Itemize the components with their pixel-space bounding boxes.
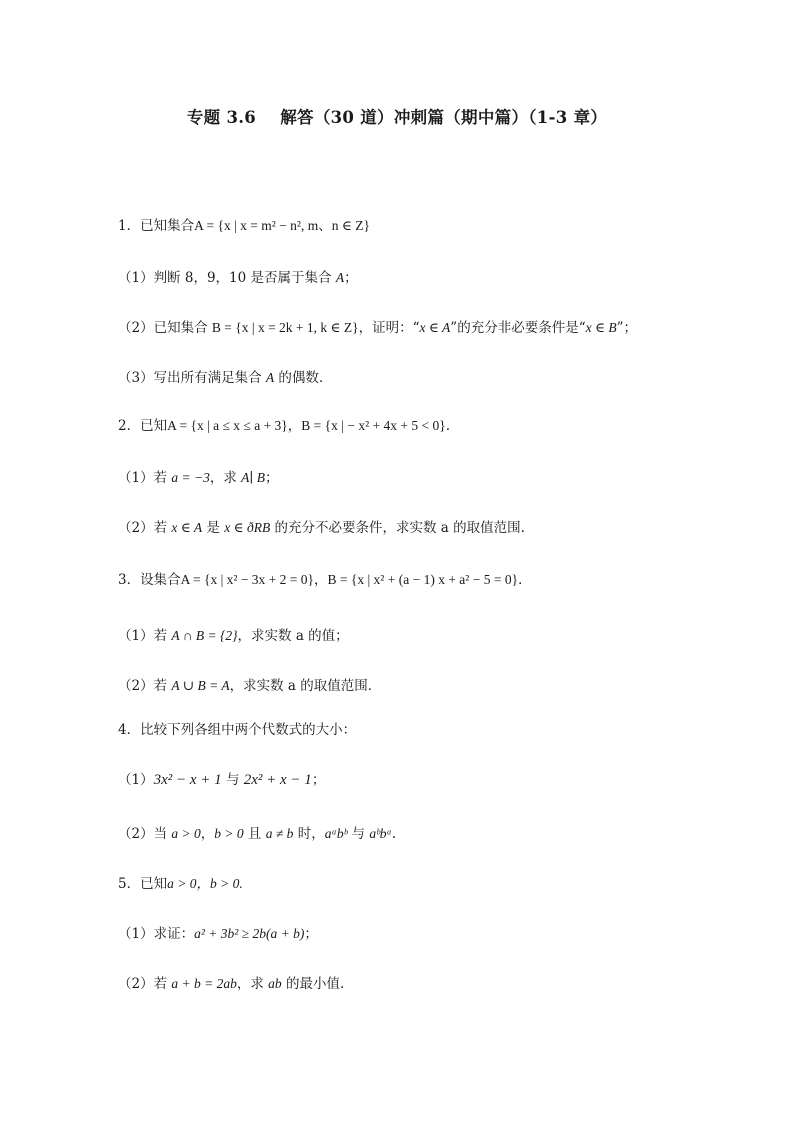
problem-1-part-2: （2）已知集合 B = {x | x = 2k + 1, k ∈ Z}，证明：“x ∈ A”的充分非必要条件是“x ∈ B”； [118,320,637,336]
problem-5-part-2: （2）若 a + b = 2ab，求 ab 的最小值. [118,976,345,992]
problem-2-part-1: （1）若 a = −3，求 A∣ B； [118,470,279,486]
problem-1-label: 1．已知集合 [118,218,195,234]
problem-4-stem [118,720,356,740]
problem-2-stem: 2．已知A = {x | a ≤ x ≤ a + 3}，B = {x | − x² + 4x + 5 < 0}. [118,418,451,434]
page-title: 专题 3.6 解答（30 道）冲刺篇（期中篇）（1-3 章） [186,108,608,127]
problem-4-part-2: （2）当 a > 0，b > 0 且 a ≠ b 时，aᵃbᵇ 与 aᵇbᵃ. [118,826,397,842]
problem-2-label: 2．已知 [118,418,168,434]
problem-3-part-2: （2）若 A ∪ B = A，求实数 a 的取值范围． [118,678,382,694]
problem-5-label: 5．已知 [118,876,168,892]
problem-4-part-1: （1）3x² − x + 1 与 2x² + x − 1； [118,772,326,788]
problem-1-math: A = {x | x = m² − n², m、n ∈ Z} [194,218,370,233]
problem-5-stem: 5．已知a > 0，b > 0. [118,876,243,892]
problem-3-stem: 3．设集合A = {x | x² − 3x + 2 = 0}，B = {x | x² + (a − 1) x + a² − 5 = 0}． [118,572,532,588]
problem-1-part-1: （1）判断 8，9，10 是否属于集合 A； [118,270,358,286]
problem-1-part-3: （3）写出所有满足集合 A 的偶数. [118,370,324,386]
problem-1-stem [118,216,370,236]
problem-4-label: 4．比较下列各组中两个代数式的大小： [118,722,357,738]
problem-3-part-1: （1）若 A ∩ B = {2}，求实数 a 的值； [118,628,349,644]
problem-5-part-1: （1）求证：a² + 3b² ≥ 2b(a + b)； [118,926,318,942]
problem-2-part-2: （2）若 x ∈ A 是 x ∈ ðRB 的充分不必要条件，求实数 a 的取值范围. [118,520,525,536]
problem-3-label: 3．设集合 [118,572,181,588]
